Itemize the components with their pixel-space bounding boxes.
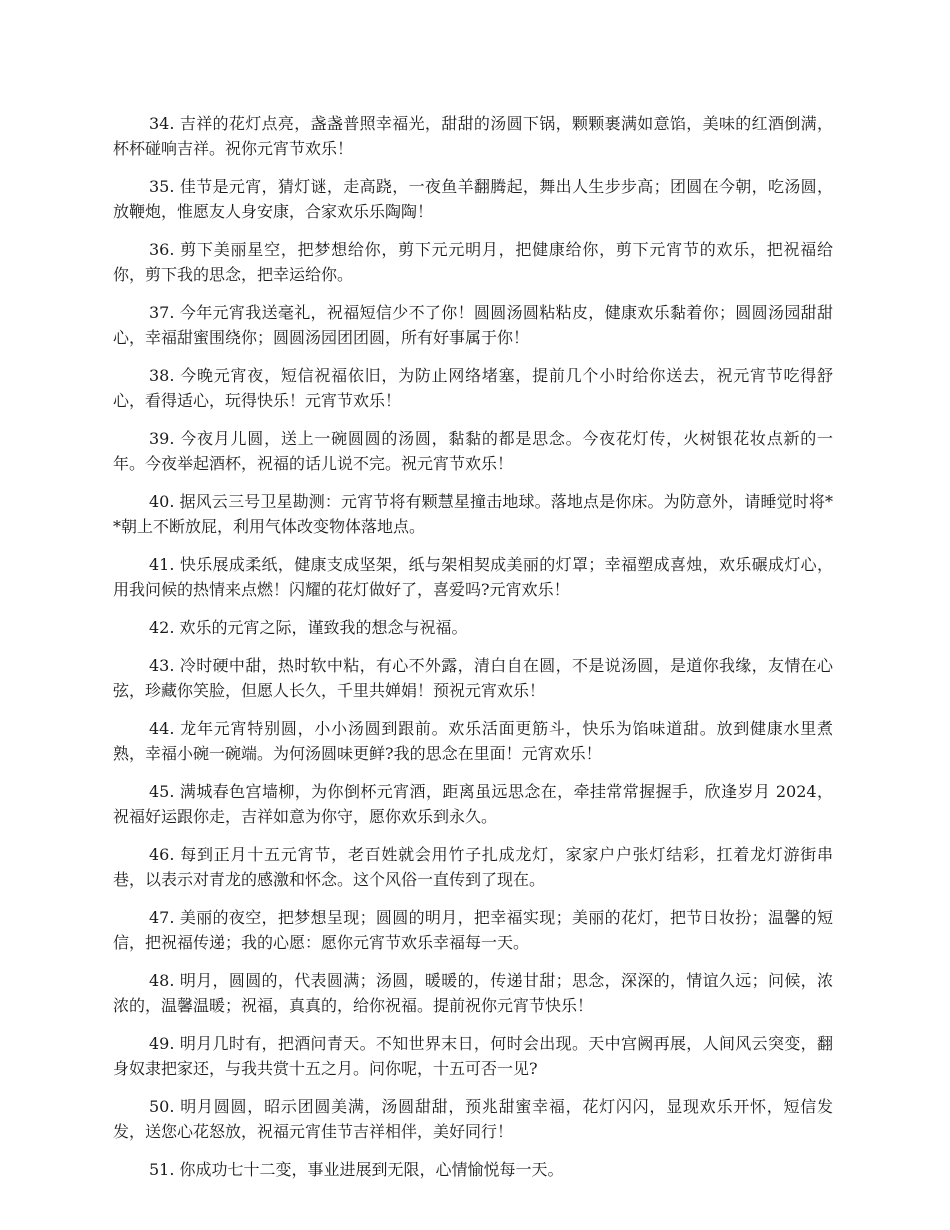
paragraph-51: 51. 你成功七十二变，事业进展到无限，心情愉悦每一天。 [149, 1160, 564, 1179]
paragraph-48: 48. 明月，圆圆的，代表圆满；汤圆，暖暖的，传递甘甜；思念，深深的，情谊久远；问候，浓浓的，温馨温暖；祝福，真真的，给你祝福。提前祝你元宵节快乐！ [113, 971, 833, 1015]
paragraph-39: 39. 今夜月儿圆，送上一碗圆圆的汤圆，黏黏的都是思念。今夜花灯传，火树银花妆点新的一年。今夜举起酒杯，祝福的话儿说不完。祝元宵节欢乐！ [113, 429, 833, 473]
paragraph-37: 37. 今年元宵我送毫礼，祝福短信少不了你！圆圆汤圆粘粘皮，健康欢乐黏着你；圆圆汤园甜甜心，幸福甜蜜围绕你；圆圆汤园团团圆，所有好事属于你！ [113, 303, 833, 347]
paragraph-50: 50. 明月圆圆，昭示团圆美满，汤圆甜甜，预兆甜蜜幸福，花灯闪闪，显现欢乐开怀，短信发发，送您心花怒放，祝福元宵佳节吉祥相伴，美好同行！ [113, 1097, 833, 1141]
document-body [113, 111, 833, 1195]
paragraph-44: 44. 龙年元宵特别圆，小小汤圆到跟前。欢乐活面更筋斗，快乐为馅味道甜。放到健康水里煮熟，幸福小碗一碗端。为何汤圆味更鲜?我的思念在里面！元宵欢乐！ [113, 719, 833, 763]
paragraph-41: 41. 快乐展成柔纸，健康支成坚架，纸与架相契成美丽的灯罩；幸福塑成喜烛，欢乐碾成灯心，用我问候的热情来点燃！闪耀的花灯做好了，喜爱吗?元宵欢乐！ [113, 555, 833, 599]
paragraph-49: 49. 明月几时有，把酒问青天。不知世界末日，何时会出现。天中宫阙再展，人间风云突变，翻身奴隶把家还，与我共赏十五之月。问你呢，十五可否一见? [113, 1034, 833, 1078]
paragraph-45: 45. 满城春色宫墙柳，为你倒杯元宵酒，距离虽远思念在，牵挂常常握握手，欣逢岁月 2024，祝福好运跟你走，吉祥如意为你守，愿你欢乐到永久。 [113, 782, 833, 826]
paragraph-35: 35. 佳节是元宵，猜灯谜，走高跷，一夜鱼羊翻腾起，舞出人生步步高；团圆在今朝，吃汤圆，放鞭炮，惟愿友人身安康，合家欢乐乐陶陶！ [113, 177, 833, 221]
paragraph-42: 42. 欢乐的元宵之际，谨致我的想念与祝福。 [149, 618, 468, 637]
paragraph-43: 43. 冷时硬中甜，热时软中粘，有心不外露，清白自在圆，不是说汤圆，是道你我缘，友情在心弦，珍藏你笑脸，但愿人长久，千里共婵娟！预祝元宵欢乐！ [113, 656, 833, 700]
paragraph-36: 36. 剪下美丽星空，把梦想给你，剪下元元明月，把健康给你，剪下元宵节的欢乐，把祝福给你，剪下我的思念，把幸运给你。 [113, 240, 833, 284]
paragraph-38: 38. 今晚元宵夜，短信祝福依旧，为防止网络堵塞，提前几个小时给你送去，祝元宵节吃得舒心，看得适心，玩得快乐！元宵节欢乐！ [113, 366, 833, 410]
paragraph-34: 34. 吉祥的花灯点亮，盏盏普照幸福光，甜甜的汤圆下锅，颗颗裹满如意馅，美味的红酒倒满，杯杯碰响吉祥。祝你元宵节欢乐！ [113, 114, 833, 158]
paragraph-46: 46. 每到正月十五元宵节，老百姓就会用竹子扎成龙灯，家家户户张灯结彩，扛着龙灯游街串巷，以表示对青龙的感激和怀念。这个风俗一直传到了现在。 [113, 845, 833, 889]
paragraph-40: 40. 据风云三号卫星勘测：元宵节将有颗慧星撞击地球。落地点是你床。为防意外，请睡觉时将**朝上不断放屁，利用气体改变物体落地点。 [113, 492, 833, 536]
paragraph-47: 47. 美丽的夜空，把梦想呈现；圆圆的明月，把幸福实现；美丽的花灯，把节日妆扮；温馨的短信，把祝福传递；我的心愿：愿你元宵节欢乐幸福每一天。 [113, 908, 833, 952]
